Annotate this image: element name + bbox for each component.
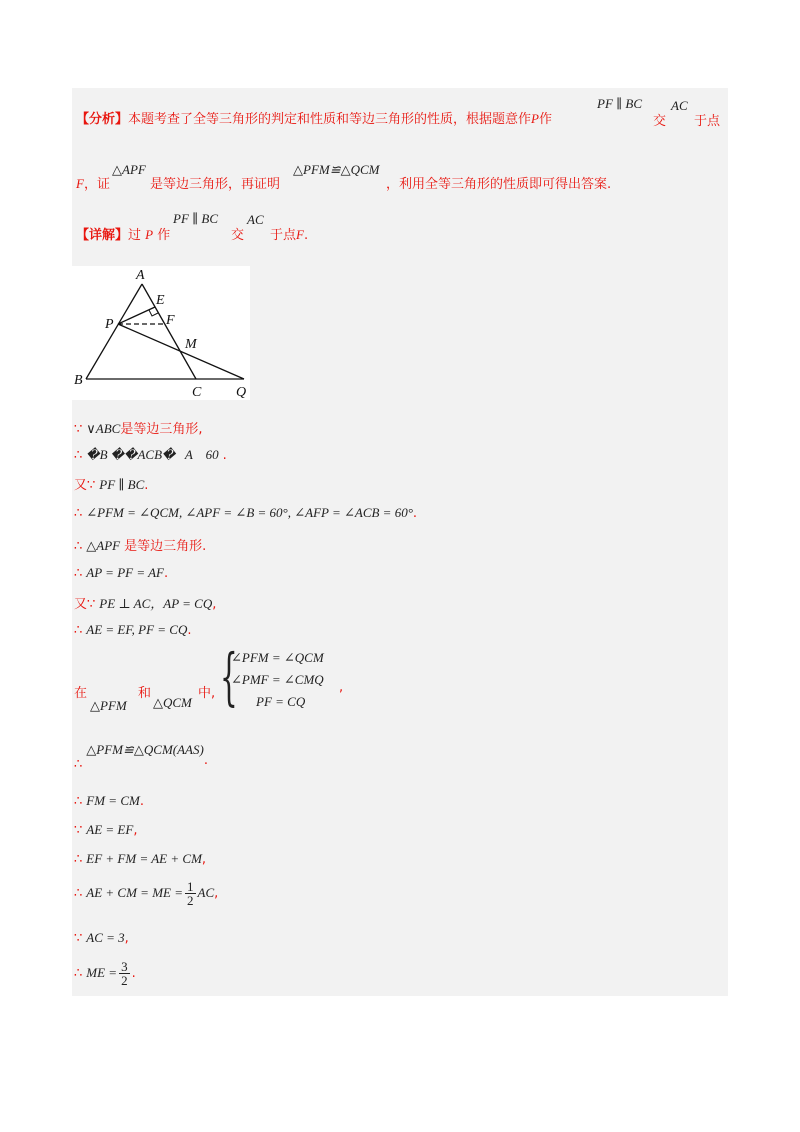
- step-prefix: ∴: [74, 794, 83, 809]
- step-prefix: ∴: [74, 852, 83, 867]
- step-prefix: ∴: [74, 623, 83, 638]
- triangle-diagram: [72, 266, 250, 400]
- label-e: E: [156, 293, 165, 308]
- step-prefix: ∵: [74, 823, 83, 838]
- step-3: [74, 474, 148, 494]
- step-prefix: ∴: [74, 566, 83, 581]
- detail-point-p: P: [145, 227, 154, 242]
- system-zhong: 中,: [198, 686, 216, 701]
- step-10: [74, 792, 144, 810]
- system-zai: 在: [74, 686, 88, 701]
- step-8: [74, 621, 192, 639]
- step-math: PE ⊥ AC，AP = CQ: [99, 596, 213, 611]
- step-prefix: ∴: [74, 966, 83, 981]
- system-line-3: PF = CQ: [256, 694, 306, 709]
- step-2: [74, 446, 227, 464]
- analysis-tri-apf: △APF: [112, 162, 146, 177]
- label-c: C: [192, 385, 202, 400]
- detail-period: .: [303, 228, 309, 243]
- step-math: ∨ABC: [86, 421, 121, 436]
- step-math: △APF: [86, 538, 121, 553]
- step-prefix: ∴: [74, 506, 83, 521]
- step-math: PF ∥ BC: [99, 477, 145, 492]
- step-text: ,: [201, 852, 207, 867]
- label-p: P: [105, 317, 114, 332]
- fraction-numerator: 3: [121, 958, 128, 974]
- step-text: ,: [214, 886, 219, 901]
- step-text: .: [412, 506, 418, 521]
- detail-zuo: 作: [157, 228, 171, 243]
- step-11: [74, 821, 137, 839]
- step-math: AE = EF: [86, 822, 134, 837]
- step-text: .: [144, 478, 149, 493]
- analysis-text-3: ，利用全等三角形的性质即可得出答案.: [386, 177, 612, 192]
- step-math: △PFM≌△QCM(AAS): [86, 742, 204, 757]
- fraction-three-halves: [119, 960, 130, 987]
- system-brace: {: [220, 640, 238, 713]
- step-text: ,: [133, 823, 138, 838]
- segment-pq: [118, 324, 244, 379]
- step-math-after: AC: [197, 885, 215, 900]
- step-prefix: ∴: [74, 757, 83, 772]
- step-text: ,: [124, 931, 129, 946]
- geometry-figure: [72, 266, 250, 400]
- step-text: .: [139, 794, 144, 809]
- step-math: AE + CM = ME =: [86, 885, 184, 900]
- step-13: [74, 878, 218, 909]
- step-text: .: [222, 448, 227, 463]
- analysis-zheng: ，证: [83, 177, 110, 192]
- step-text: 是等边三角形,: [120, 422, 203, 437]
- analysis-text-2: 是等边三角形，再证明: [150, 177, 281, 192]
- detail-label: 【详解】: [76, 228, 129, 243]
- analysis-jiao: 交: [653, 114, 667, 129]
- point-f: F: [76, 176, 84, 191]
- fraction-denominator: 2: [187, 892, 194, 908]
- detail-ac: AC: [247, 212, 264, 227]
- label-m: M: [185, 337, 197, 352]
- step-math: AE = EF, PF = CQ: [86, 622, 188, 637]
- label-b: B: [74, 373, 83, 388]
- system-trail: ,: [339, 680, 344, 695]
- system-tri-1: △PFM: [90, 698, 127, 713]
- step-math: EF + FM = AE + CM: [86, 851, 202, 866]
- detail-yudian-text: 于点: [270, 228, 297, 243]
- step-text: .: [131, 966, 136, 981]
- step-text: .: [187, 623, 192, 638]
- step-text: .: [203, 753, 208, 768]
- system-he: 和: [138, 686, 152, 701]
- step-math: �B ��ACB� A 60: [86, 447, 219, 462]
- step-math: FM = CM: [86, 793, 140, 808]
- step-text: 是等边三角形.: [124, 539, 207, 554]
- detail-guo: 过: [128, 228, 142, 243]
- fraction-numerator: 1: [187, 878, 194, 894]
- step-prefix: 又∵: [74, 478, 96, 493]
- step-math: ∠PFM = ∠QCM, ∠APF = ∠B = 60°, ∠AFP = ∠ACB = 60°: [86, 505, 413, 520]
- step-prefix: ∴: [74, 448, 83, 463]
- detail-point-f: F: [296, 227, 304, 242]
- step-9: [74, 741, 208, 772]
- step-1: [74, 418, 203, 438]
- detail-line-start: [76, 224, 170, 243]
- step-prefix: 又∵: [74, 597, 96, 612]
- step-4: [74, 504, 417, 522]
- point-p: P: [531, 111, 539, 126]
- step-math: AC = 3: [86, 930, 125, 945]
- analysis-paragraph: [76, 108, 552, 127]
- step-prefix: ∵: [74, 931, 83, 946]
- step-math: ME =: [86, 965, 118, 980]
- step-6: [74, 564, 168, 582]
- fraction-one-half: [185, 880, 196, 907]
- detail-yudian: [270, 224, 308, 243]
- analysis-zuo: 作: [538, 112, 552, 127]
- step-5: [74, 535, 206, 555]
- label-f: F: [166, 313, 175, 328]
- analysis-pf-bc: PF ∥ BC: [597, 96, 642, 111]
- analysis-ac: AC: [671, 98, 688, 113]
- fraction-denominator: 2: [121, 972, 128, 988]
- segment-ac: [142, 284, 196, 379]
- analysis-congruence: △PFM≌△QCM: [293, 162, 380, 177]
- label-q: Q: [236, 385, 247, 400]
- step-14: [74, 929, 129, 947]
- detail-pf-bc: PF ∥ BC: [173, 211, 218, 226]
- step-text: ,: [212, 597, 217, 612]
- step-prefix: ∴: [74, 886, 83, 901]
- system-tri-2: △QCM: [153, 695, 192, 710]
- step-7: [74, 593, 216, 613]
- analysis-label: 【分析】: [76, 112, 129, 127]
- detail-jiao: 交: [231, 228, 245, 243]
- step-text: .: [164, 566, 169, 581]
- step-15: [74, 958, 136, 989]
- step-12: [74, 850, 206, 868]
- analysis-text-1: 本题考查了全等三角形的判定和性质和等边三角形的性质，根据题意作: [128, 112, 532, 127]
- step-prefix: ∴: [74, 539, 83, 554]
- system-line-1: ∠PFM = ∠QCM: [231, 650, 324, 665]
- step-prefix: ∵: [74, 422, 83, 437]
- system-line-2: ∠PMF = ∠CMQ: [231, 672, 324, 687]
- label-a: A: [136, 268, 145, 283]
- step-math: AP = PF = AF: [86, 565, 165, 580]
- analysis-yudian: 于点: [694, 114, 721, 129]
- analysis-line-2-start: [76, 173, 110, 192]
